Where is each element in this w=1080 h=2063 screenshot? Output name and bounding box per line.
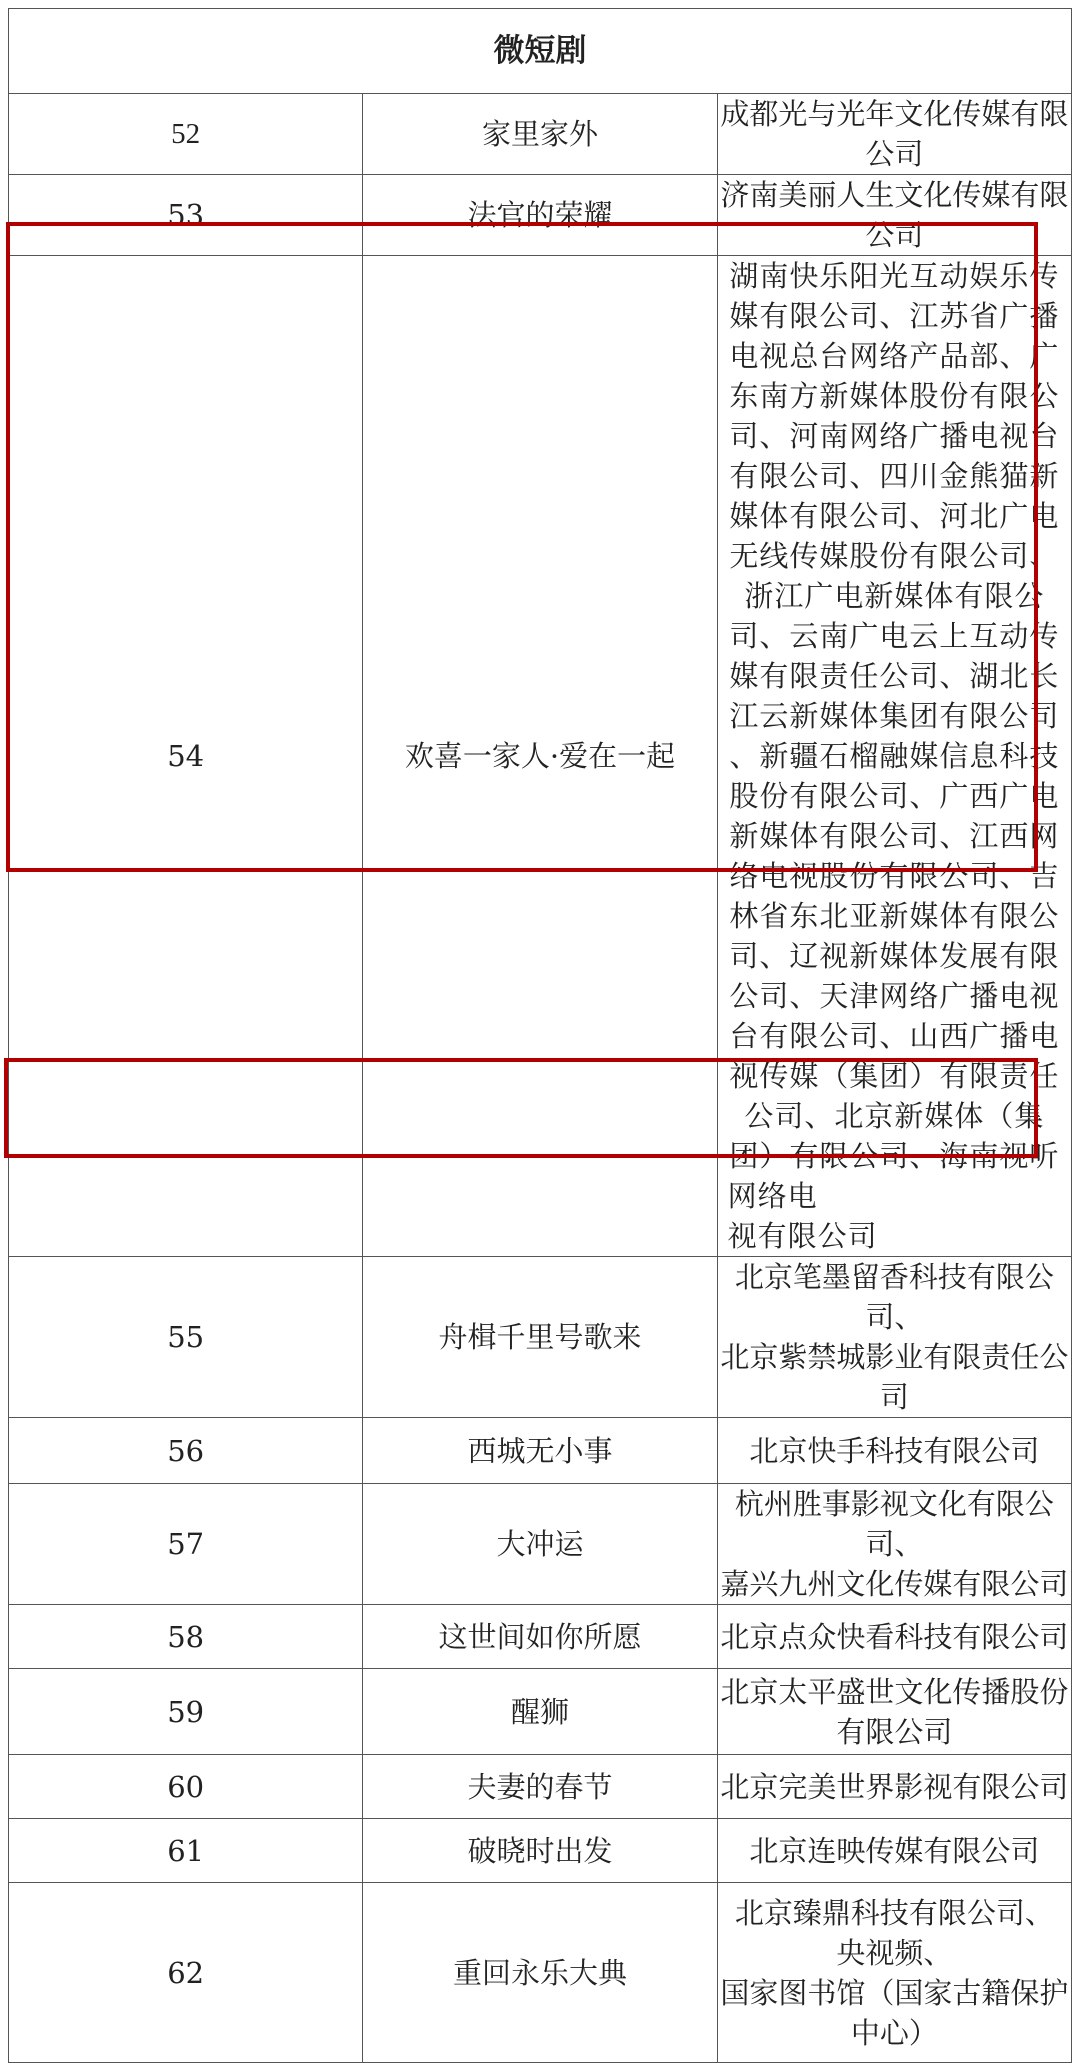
producer-list-tail: 视有限公司	[727, 1219, 878, 1253]
producer-line: 国家图书馆（国家古籍保护中心）	[720, 1975, 1069, 2050]
drama-title: 法官的荣耀	[363, 175, 717, 256]
producer: 北京快手科技有限公司	[717, 1418, 1071, 1484]
producer-line: 杭州胜事影视文化有限公司、	[734, 1487, 1054, 1561]
producer: 济南美丽人生文化传媒有限公司	[717, 175, 1071, 256]
award-table	[8, 8, 1072, 2063]
producer: 北京点众快看科技有限公司	[717, 1605, 1071, 1669]
producer-list: 湖南快乐阳光互动娱乐传媒有限公司、江苏省广播电视总台网络产品部、广东南方新媒体股份有限公司、河南网络广播电视台有限公司、四川金熊猫新媒体有限公司、河北广电无线传媒股份有限公司、浙江广电新媒体有限公司、云南广电云上互动传媒有限责任公司、湖北长江云新媒体集团有限公司 、新疆石榴融媒信息科技股份有限公司、广西广电新媒体有限公司、江西网络电视股份有限公司、吉林省东北亚新媒体有限公司、辽视新媒体发展有限公司、天津网络广播电视台有限公司、山西广播电视传媒（集团）有限责任公司、北京新媒体（集团）有限公司、海南视听网络电	[727, 259, 1060, 1213]
producer	[717, 1883, 1071, 2063]
drama-title: 重回永乐大典	[363, 1883, 717, 2063]
producer: 成都光与光年文化传媒有限公司	[717, 94, 1071, 175]
table-title-row	[9, 9, 1072, 94]
producer-line: 嘉兴九州文化传媒有限公司	[720, 1567, 1069, 1601]
drama-title: 这世间如你所愿	[363, 1605, 717, 1669]
producer	[717, 1484, 1071, 1605]
drama-title: 大冲运	[363, 1484, 717, 1605]
row-number: 52	[9, 94, 363, 175]
row-number: 60	[9, 1755, 363, 1819]
table-row	[9, 175, 1072, 256]
drama-title: 欢喜一家人·爱在一起	[363, 256, 717, 1257]
producer-line: 央视频、	[836, 1935, 953, 1970]
drama-title: 西城无小事	[363, 1418, 717, 1484]
table-row	[9, 1819, 1072, 1883]
row-number: 59	[9, 1669, 363, 1755]
producer-line: 北京笔墨留香科技有限公司、	[734, 1260, 1054, 1334]
drama-title: 夫妻的春节	[363, 1755, 717, 1819]
table-row	[9, 1418, 1072, 1484]
producer: 北京连映传媒有限公司	[717, 1819, 1071, 1883]
row-number: 58	[9, 1605, 363, 1669]
drama-title: 醒狮	[363, 1669, 717, 1755]
table-row	[9, 1257, 1072, 1418]
table-row-highlighted	[9, 256, 1072, 1257]
producer-line: 北京紫禁城影业有限责任公司	[720, 1340, 1069, 1414]
drama-title: 家里家外	[363, 94, 717, 175]
table-row	[9, 1669, 1072, 1755]
table-row-highlighted	[9, 1484, 1072, 1605]
producer: 北京太平盛世文化传播股份有限公司	[717, 1669, 1071, 1755]
table-row	[9, 94, 1072, 175]
producer-line: 北京臻鼎科技有限公司、	[734, 1895, 1054, 1930]
producer	[717, 256, 1071, 1257]
row-number: 57	[9, 1484, 363, 1605]
table-row	[9, 1755, 1072, 1819]
producer	[717, 1257, 1071, 1418]
row-number: 56	[9, 1418, 363, 1484]
row-number: 62	[9, 1883, 363, 2063]
table-row	[9, 1605, 1072, 1669]
drama-title: 破晓时出发	[363, 1819, 717, 1883]
table-title: 微短剧	[9, 9, 1072, 94]
row-number: 61	[9, 1819, 363, 1883]
producer: 北京完美世界影视有限公司	[717, 1755, 1071, 1819]
row-number: 53	[9, 175, 363, 256]
table-row	[9, 1883, 1072, 2063]
row-number: 55	[9, 1257, 363, 1418]
row-number: 54	[9, 256, 363, 1257]
drama-title: 舟楫千里号歌来	[363, 1257, 717, 1418]
